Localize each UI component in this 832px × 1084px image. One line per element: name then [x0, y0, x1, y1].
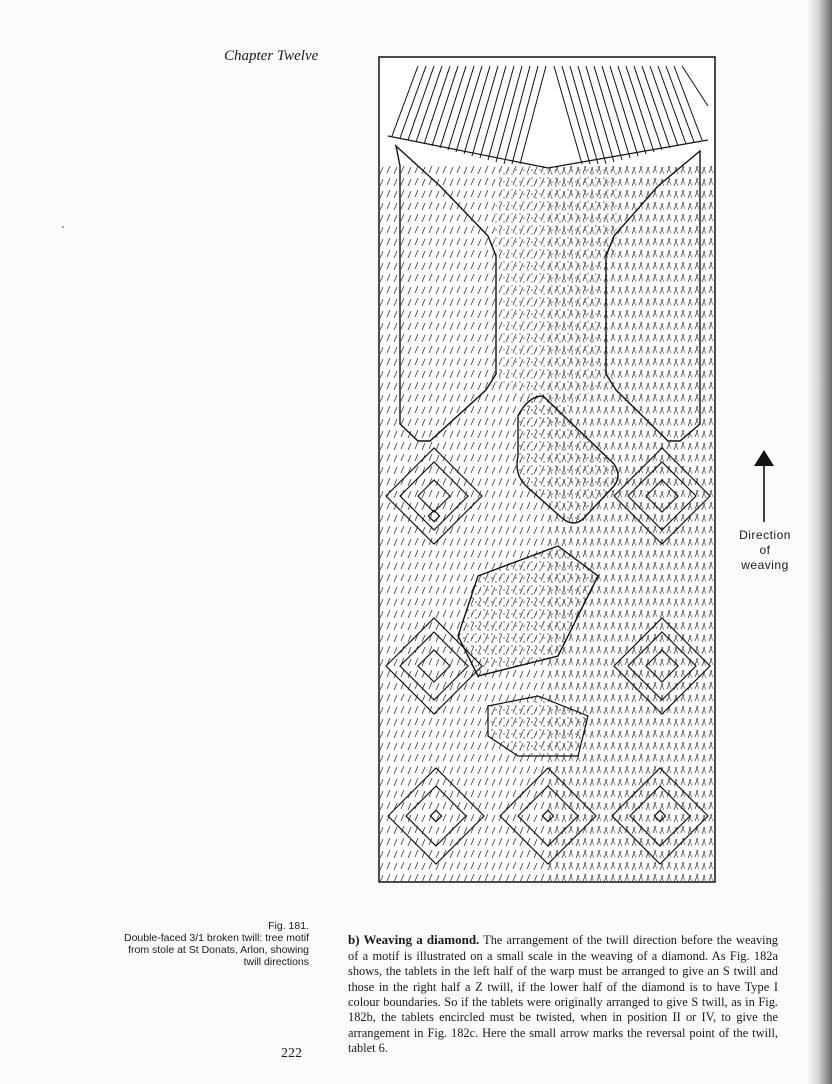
body-paragraph [348, 932, 778, 1056]
paragraph-text: The arrangement of the twill direction before the weaving of a motif is illustrated on a small scale in the weaving of a diamond. As Fig. 182a shows, the tablets in the left half of the warp must be arranged to give an S twill and those in the right half a Z twill, if the lower half of the diamond is to have Type I colour boundaries. So if the tablets were originally arranged to give S twill, as in Fig. 182b, the tablets encircled must be twisted, when in position II or IV, to give the arrangement in Fig. 182c. Here the small arrow marks the reversal point of the twill, tablet 6. [348, 933, 778, 1056]
caption-line: Double-faced 3/1 broken twill: tree motif [123, 932, 309, 944]
tree-motif-figure [378, 56, 718, 886]
direction-label-line: weaving [741, 558, 789, 572]
caption-line: Fig. 181. [268, 920, 309, 932]
figure-caption [92, 920, 309, 968]
caption-line: twill directions [243, 956, 309, 968]
arrow-up-icon [748, 448, 788, 538]
page-gutter-shadow [806, 0, 832, 1084]
page-number: 222 [281, 1046, 302, 1061]
section-heading: b) Weaving a diamond. [348, 932, 480, 948]
page-speck [62, 226, 64, 228]
tree-motif-diagram [378, 56, 718, 886]
direction-arrow [748, 448, 788, 538]
caption-line: from stole at St Donats, Arlon, showing [128, 944, 309, 956]
direction-of-weaving-label [730, 528, 800, 573]
running-head: Chapter Twelve [224, 48, 319, 64]
direction-label-line: Direction [739, 528, 791, 542]
direction-label-line: of [759, 543, 771, 557]
